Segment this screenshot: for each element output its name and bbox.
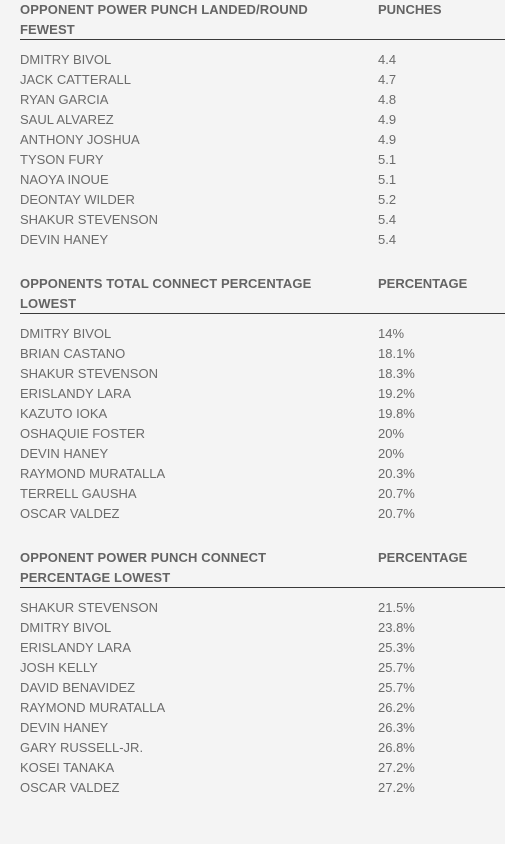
table-row (20, 384, 505, 404)
boxer-name: SHAKUR STEVENSON (20, 600, 158, 615)
boxer-name: DEVIN HANEY (20, 446, 109, 461)
table-header (20, 274, 505, 314)
table-row (20, 344, 505, 364)
stat-value: 26.8% (378, 740, 415, 755)
table-row (20, 658, 505, 678)
stat-value: 25.7% (378, 680, 415, 695)
stat-value: 5.1 (378, 152, 397, 167)
stat-value: 4.7 (378, 72, 397, 87)
table-row (20, 444, 505, 464)
table-header (20, 0, 505, 40)
boxer-name: DMITRY BIVOL (20, 326, 112, 341)
header-label: OPPONENTS TOTAL CONNECT PERCENTAGE LOWEST (20, 276, 312, 311)
table-row (20, 698, 505, 718)
stat-value: 18.3% (378, 366, 415, 381)
header-label: OPPONENT POWER PUNCH LANDED/ROUND FEWEST (20, 2, 308, 37)
stat-value: 19.8% (378, 406, 415, 421)
table-row (20, 404, 505, 424)
stat-value: 18.1% (378, 346, 415, 361)
boxer-name: JACK CATTERALL (20, 72, 132, 87)
boxer-name: DAVID BENAVIDEZ (20, 680, 136, 695)
table-row (20, 50, 505, 70)
table-row (20, 364, 505, 384)
stat-value: 14% (378, 326, 405, 341)
table-row (20, 464, 505, 484)
table-row (20, 90, 505, 110)
table-row (20, 230, 505, 250)
boxer-name: ERISLANDY LARA (20, 640, 132, 655)
stat-value: 23.8% (378, 620, 415, 635)
header-value-label: PUNCHES (378, 2, 442, 17)
boxer-name: JOSH KELLY (20, 660, 98, 675)
stat-value: 25.7% (378, 660, 415, 675)
table-row (20, 130, 505, 150)
header-label: OPPONENT POWER PUNCH CONNECT PERCENTAGE LOWEST (20, 550, 267, 585)
boxer-name: DMITRY BIVOL (20, 620, 112, 635)
table-row (20, 150, 505, 170)
table-body (20, 40, 505, 250)
stat-value: 4.9 (378, 112, 397, 127)
boxer-name: TYSON FURY (20, 152, 104, 167)
table-row (20, 718, 505, 738)
boxer-name: SHAKUR STEVENSON (20, 366, 158, 381)
stat-value: 21.5% (378, 600, 415, 615)
boxer-name: OSCAR VALDEZ (20, 506, 120, 521)
stat-value: 4.9 (378, 132, 397, 147)
stat-value: 5.4 (378, 232, 397, 247)
boxer-name: DMITRY BIVOL (20, 52, 112, 67)
boxer-name: KOSEI TANAKA (20, 760, 115, 775)
table-row (20, 638, 505, 658)
stat-value: 20.3% (378, 466, 415, 481)
section-power-punch-connect-percentage (20, 548, 505, 798)
boxer-name: SAUL ALVAREZ (20, 112, 114, 127)
header-value-label: PERCENTAGE (378, 276, 468, 291)
boxer-name: OSCAR VALDEZ (20, 780, 120, 795)
table-row (20, 424, 505, 444)
stat-value: 5.4 (378, 212, 397, 227)
boxer-name: ERISLANDY LARA (20, 386, 132, 401)
boxer-name: DEVIN HANEY (20, 720, 109, 735)
table-row (20, 170, 505, 190)
table-row (20, 70, 505, 90)
table-row (20, 210, 505, 230)
table-row (20, 484, 505, 504)
table-row (20, 758, 505, 778)
table-row (20, 324, 505, 344)
boxer-name: GARY RUSSELL-JR. (20, 740, 144, 755)
header-value-label: PERCENTAGE (378, 550, 468, 565)
stat-value: 20% (378, 446, 405, 461)
table-body (20, 314, 505, 524)
boxer-name: KAZUTO IOKA (20, 406, 108, 421)
table-header (20, 548, 505, 588)
boxer-name: NAOYA INOUE (20, 172, 109, 187)
section-total-connect-percentage (20, 274, 505, 524)
table-body (20, 588, 505, 798)
stat-value: 19.2% (378, 386, 415, 401)
stat-value: 27.2% (378, 780, 415, 795)
boxer-name: RAYMOND MURATALLA (20, 466, 166, 481)
boxer-name: BRIAN CASTANO (20, 346, 126, 361)
table-row (20, 678, 505, 698)
table-row (20, 110, 505, 130)
stat-value: 27.2% (378, 760, 415, 775)
stat-value: 26.2% (378, 700, 415, 715)
boxer-name: SHAKUR STEVENSON (20, 212, 158, 227)
stat-value: 20.7% (378, 486, 415, 501)
boxer-name: DEONTAY WILDER (20, 192, 135, 207)
section-power-punch-landed (20, 0, 505, 250)
boxer-name: RYAN GARCIA (20, 92, 109, 107)
table-row (20, 504, 505, 524)
boxer-name: OSHAQUIE FOSTER (20, 426, 145, 441)
table-row (20, 618, 505, 638)
boxer-name: TERRELL GAUSHA (20, 486, 137, 501)
table-row (20, 738, 505, 758)
table-row (20, 778, 505, 798)
stat-value: 5.1 (378, 172, 397, 187)
boxer-name: DEVIN HANEY (20, 232, 109, 247)
table-row (20, 190, 505, 210)
stat-value: 20.7% (378, 506, 415, 521)
stat-value: 5.2 (378, 192, 397, 207)
boxer-name: RAYMOND MURATALLA (20, 700, 166, 715)
stat-value: 26.3% (378, 720, 415, 735)
stat-value: 4.4 (378, 52, 397, 67)
boxer-name: ANTHONY JOSHUA (20, 132, 140, 147)
table-row (20, 598, 505, 618)
stat-value: 25.3% (378, 640, 415, 655)
stat-value: 20% (378, 426, 405, 441)
stat-value: 4.8 (378, 92, 397, 107)
